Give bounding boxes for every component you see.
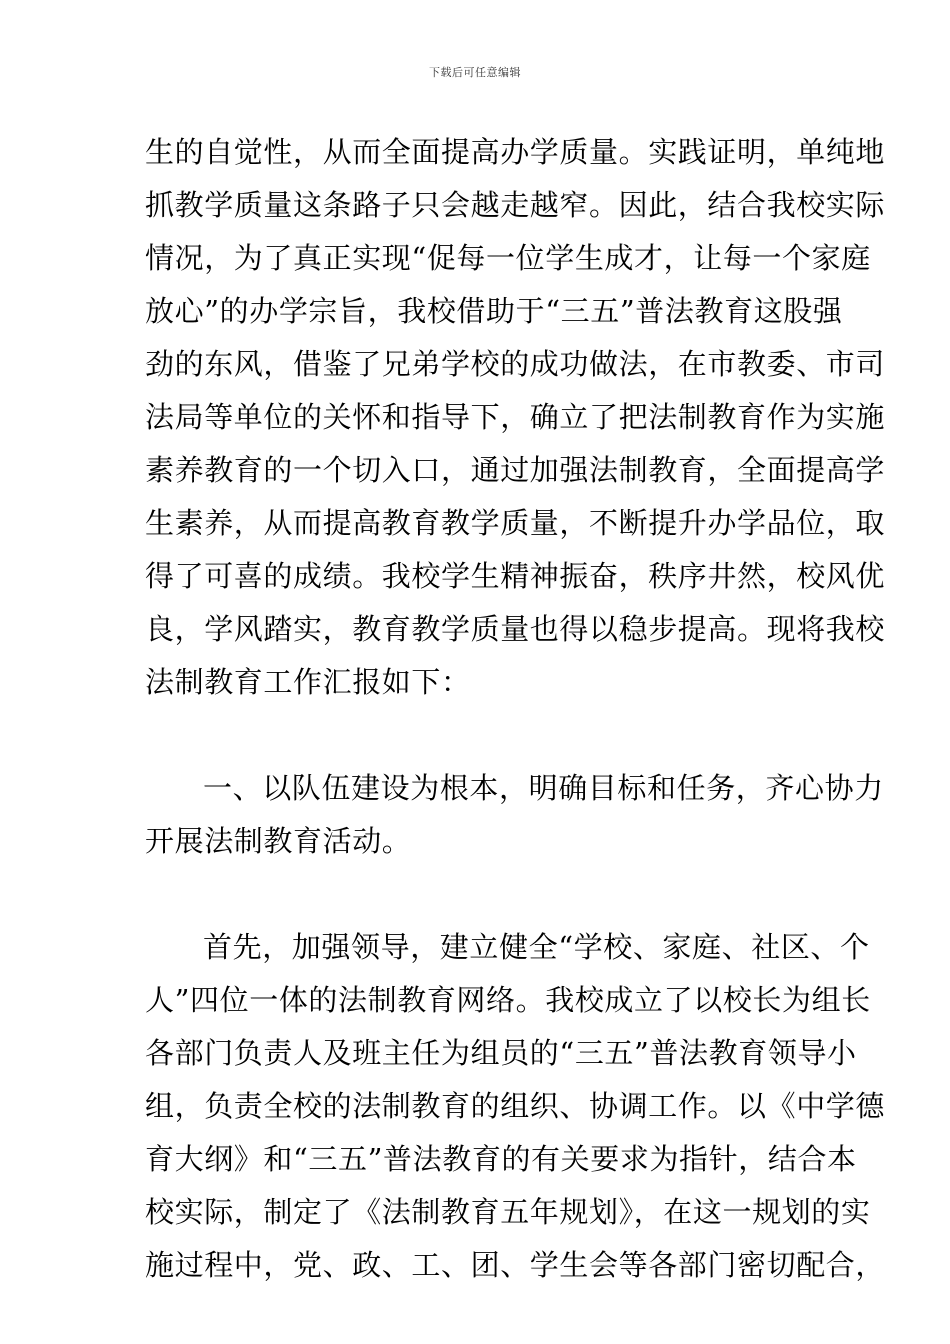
text-line: 生素养，从而提高教育教学质量，不断提升办学品位，取 [145,506,886,540]
text-line: 得了可喜的成绩。我校学生精神振奋，秩序井然，校风优 [145,559,886,593]
paragraph [145,126,886,709]
text-line: 开展法制教育活动。 [145,824,412,858]
page-header: 下载后可任意编辑 [429,66,521,79]
text-line: 人”四位一体的法制教育网络。我校成立了以校长为组长 [145,983,871,1017]
text-line: 法制教育工作汇报如下： [145,665,471,699]
text-line: 施过程中，党、政、工、团、学生会等各部门密切配合， [145,1248,886,1282]
text-line: 良，学风踏实，教育教学质量也得以稳步提高。现将我校 [145,612,886,646]
paragraph [145,921,886,1292]
text-line: 组，负责全校的法制教育的组织、协调工作。以《中学德 [145,1089,886,1123]
text-line: 放心”的办学宗旨，我校借助于“三五”普法教育这股强 [145,294,843,328]
text-line: 素养教育的一个切入口，通过加强法制教育，全面提高学 [145,453,886,487]
document-body [145,126,886,1292]
text-line: 劲的东风，借鉴了兄弟学校的成功做法，在市教委、市司 [145,347,886,381]
text-line: 抓教学质量这条路子只会越走越窄。因此，结合我校实际 [145,188,886,222]
text-line: 各部门负责人及班主任为组员的“三五”普法教育领导小 [145,1036,857,1070]
text-line: 生的自觉性，从而全面提高办学质量。实践证明，单纯地 [145,135,886,169]
section-heading [145,762,884,868]
text-line: 校实际，制定了《法制教育五年规划》，在这一规划的实 [145,1195,871,1229]
text-line: 法局等单位的关怀和指导下，确立了把法制教育作为实施 [145,400,886,434]
paragraph-gap [145,868,810,921]
paragraph-gap [145,709,810,762]
text-line: 首先，加强领导，建立健全“学校、家庭、社区、个 [203,930,870,964]
text-line: 情况，为了真正实现“促每一位学生成才，让每一个家庭 [145,241,871,275]
text-line: 一、以队伍建设为根本，明确目标和任务，齐心协力 [203,771,884,805]
text-line: 育大纲》和“三五”普法教育的有关要求为指针，结合本 [145,1142,857,1176]
